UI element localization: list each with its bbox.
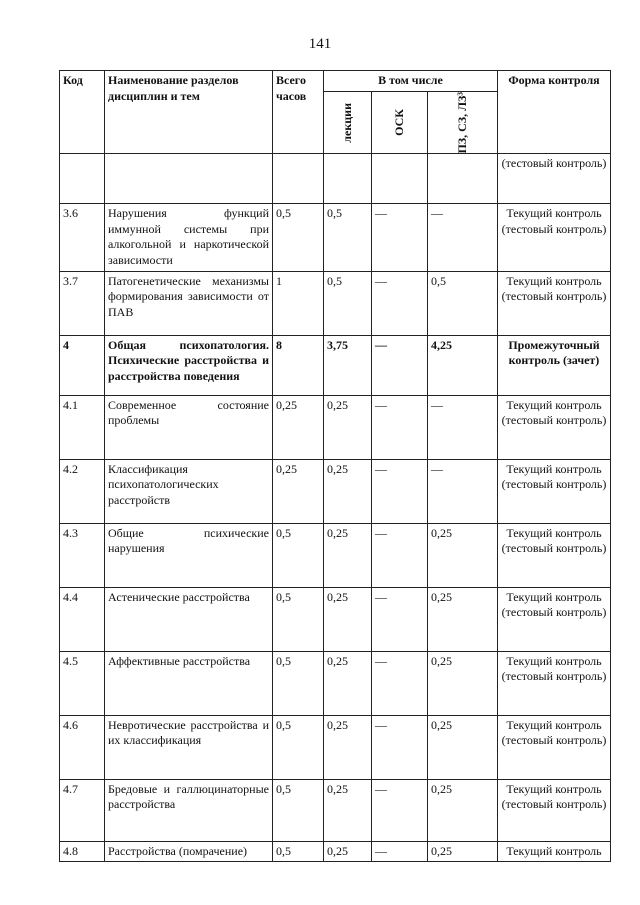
table-row [60,154,611,204]
row-total: 0,5 [273,587,324,651]
row-practice: 4,25 [428,335,498,395]
row-name: Аффективные расстройства [105,651,273,715]
row-total: 0,25 [273,459,324,523]
row-code: 4.1 [60,395,105,459]
row-control: Текущий контроль [498,841,611,862]
row-osk: — [372,271,428,335]
row-code: 3.7 [60,271,105,335]
page-number: 141 [308,36,332,52]
header-lectures-label: лекции [339,102,354,143]
header-osk-label: ОСК [391,108,406,136]
table-row [60,587,611,651]
row-lectures: 0,25 [324,841,372,862]
table-row [60,271,611,335]
row-osk: — [372,587,428,651]
row-osk: — [372,395,428,459]
row-lectures: 0,5 [324,204,372,271]
table-row [60,395,611,459]
row-osk: — [372,335,428,395]
row-practice [428,154,498,204]
row-total [273,154,324,204]
row-control: Текущий контроль (тестовый контроль) [498,459,611,523]
row-code: 4.4 [60,587,105,651]
row-control: Текущий контроль (тестовый контроль) [498,779,611,841]
table-row [60,459,611,523]
table-row [60,715,611,779]
row-practice: 0,25 [428,841,498,862]
row-name: Общие психические нарушения [105,523,273,587]
row-osk: — [372,204,428,271]
row-name: Расстройства (помрачение) [105,841,273,862]
row-total: 8 [273,335,324,395]
row-name: Нарушения функций иммунной системы при алкогольной и наркотической зависимости [105,204,273,271]
row-name: Бредовые и галлюцинаторные расстройства [105,779,273,841]
row-code: 4 [60,335,105,395]
row-osk: — [372,459,428,523]
row-code: 3.6 [60,204,105,271]
row-practice: 0,25 [428,715,498,779]
row-code: 4.2 [60,459,105,523]
row-practice: — [428,204,498,271]
header-name: Наименование разделов дисциплин и тем [105,71,273,154]
row-practice: 0,25 [428,651,498,715]
row-osk: — [372,715,428,779]
row-code: 4.5 [60,651,105,715]
header-code: Код [60,71,105,154]
row-name: Астенические расстройства [105,587,273,651]
row-lectures: 0,25 [324,395,372,459]
header-total: Всего часов [273,71,324,154]
table-row [60,523,611,587]
row-lectures: 0,25 [324,523,372,587]
header-practice [428,91,498,154]
header-osk [372,91,428,154]
row-name: Патогенетические механизмы формирования зависимости от ПАВ [105,271,273,335]
row-control: Текущий контроль (тестовый контроль) [498,651,611,715]
row-control: Текущий контроль (тестовый контроль) [498,395,611,459]
row-total: 0,5 [273,715,324,779]
table-row [60,204,611,271]
row-name: Классификация психопатологических расстройств [105,459,273,523]
row-total: 0,5 [273,204,324,271]
row-total: 0,25 [273,395,324,459]
row-code: 4.3 [60,523,105,587]
row-osk [372,154,428,204]
row-lectures: 0,25 [324,651,372,715]
row-total: 0,5 [273,523,324,587]
table-row [60,779,611,841]
row-control: Текущий контроль (тестовый контроль) [498,204,611,271]
header-control: Форма контроля [498,71,611,154]
row-practice: 0,5 [428,271,498,335]
row-osk: — [372,841,428,862]
header-row [60,71,611,92]
row-osk: — [372,523,428,587]
row-lectures: 0,5 [324,271,372,335]
row-code: 4.6 [60,715,105,779]
row-lectures [324,154,372,204]
row-lectures: 0,25 [324,715,372,779]
table-row [60,335,611,395]
row-control: (тестовый контроль) [498,154,611,204]
row-name: Невротические расстройства и их классификация [105,715,273,779]
row-lectures: 0,25 [324,459,372,523]
row-total: 0,5 [273,651,324,715]
row-code: 4.7 [60,779,105,841]
header-lectures [324,91,372,154]
curriculum-table [59,70,611,862]
row-practice: — [428,395,498,459]
row-lectures: 0,25 [324,779,372,841]
row-lectures: 0,25 [324,587,372,651]
row-control: Текущий контроль (тестовый контроль) [498,271,611,335]
row-control: Текущий контроль (тестовый контроль) [498,523,611,587]
row-practice: 0,25 [428,587,498,651]
row-name: Современное состояние проблемы [105,395,273,459]
row-total: 0,5 [273,841,324,862]
row-total: 0,5 [273,779,324,841]
row-practice: — [428,459,498,523]
row-total: 1 [273,271,324,335]
row-practice: 0,25 [428,523,498,587]
header-practice-label: ПЗ, СЗ, ЛЗ³ [454,91,469,154]
row-osk: — [372,779,428,841]
row-control: Текущий контроль (тестовый контроль) [498,587,611,651]
row-code: 4.8 [60,841,105,862]
row-osk: — [372,651,428,715]
row-control: Текущий контроль (тестовый контроль) [498,715,611,779]
table-row [60,841,611,862]
row-control: Промежуточный контроль (зачет) [498,335,611,395]
header-including: В том числе [324,71,498,92]
row-practice: 0,25 [428,779,498,841]
table-row [60,651,611,715]
row-code [60,154,105,204]
row-name [105,154,273,204]
row-lectures: 3,75 [324,335,372,395]
row-name: Общая психопатология. Психические расстройства и расстройства поведения [105,335,273,395]
